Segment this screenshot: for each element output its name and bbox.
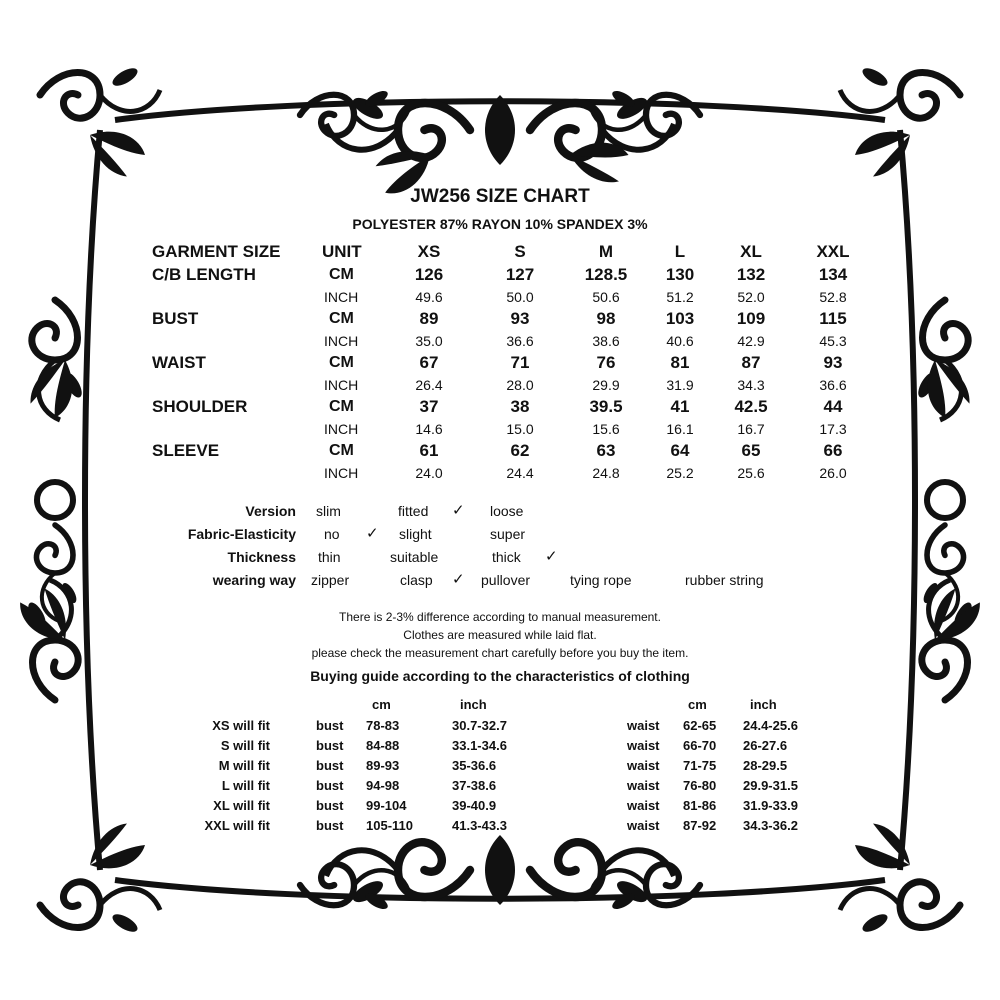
inch-value: 26.4	[415, 377, 443, 393]
cm-value: 76	[596, 353, 616, 372]
unit-cm: CM	[329, 310, 354, 327]
guide-bust-inch: 35-36.6	[452, 758, 497, 773]
cm-value: 126	[414, 265, 444, 284]
inch-value: 14.6	[415, 421, 443, 437]
guide-cm-header-waist: cm	[688, 697, 707, 712]
guide-inch-header-waist: inch	[750, 697, 777, 712]
fabric-composition: POLYESTER 87% RAYON 10% SPANDEX 3%	[352, 216, 648, 232]
measure-label: SHOULDER	[152, 397, 248, 416]
unit-inch: INCH	[324, 333, 359, 349]
inch-value: 24.8	[592, 465, 620, 481]
inch-value: 50.0	[506, 289, 534, 305]
cm-value: 65	[741, 441, 761, 460]
guide-bust-cm: 105-110	[366, 818, 413, 833]
cm-value: 132	[736, 265, 766, 284]
guide-inch-header: inch	[460, 697, 487, 712]
unit-inch: INCH	[324, 421, 359, 437]
guide-waist-cm: 71-75	[683, 758, 717, 773]
measurement-note-1: There is 2-3% difference according to manual measurement.	[339, 610, 661, 624]
inch-value: 52.8	[819, 289, 847, 305]
measure-label: WAIST	[152, 353, 206, 372]
size-header-s: S	[514, 242, 526, 261]
cm-value: 93	[823, 353, 843, 372]
guide-bust-cm: 99-104	[366, 798, 407, 813]
buying-guide-title: Buying guide according to the characteristics of clothing	[310, 668, 690, 684]
guide-bust-cm: 84-88	[366, 738, 400, 753]
inch-value: 26.0	[819, 465, 847, 481]
inch-value: 25.6	[737, 465, 765, 481]
guide-waist-inch: 34.3-36.2	[743, 818, 798, 833]
guide-waist-label: waist	[627, 798, 660, 813]
size-header-l: L	[674, 242, 686, 261]
checkmark-icon: ✓	[545, 548, 558, 565]
inch-value: 40.6	[666, 333, 694, 349]
unit-cm: CM	[329, 398, 354, 415]
measure-label: BUST	[152, 309, 199, 328]
inch-value: 31.9	[666, 377, 694, 393]
guide-bust-label: bust	[316, 818, 344, 833]
guide-bust-label: bust	[316, 738, 344, 753]
cm-value: 115	[819, 309, 847, 328]
chart-title: JW256 SIZE CHART	[410, 186, 590, 207]
inch-value: 35.0	[415, 333, 443, 349]
guide-size-label: M will fit	[218, 758, 270, 773]
guide-bust-label: bust	[316, 798, 344, 813]
unit-inch: INCH	[324, 289, 359, 305]
inch-value: 28.0	[506, 377, 534, 393]
guide-waist-inch: 31.9-33.9	[743, 798, 798, 813]
cm-value: 87	[741, 353, 761, 372]
cm-value: 93	[510, 309, 530, 328]
guide-size-label: XXL will fit	[204, 818, 270, 833]
thickness-option-thin: thin	[318, 549, 341, 565]
guide-waist-cm: 66-70	[683, 738, 717, 753]
cm-value: 62	[510, 441, 530, 460]
inch-value: 15.6	[592, 421, 620, 437]
inch-value: 29.9	[592, 377, 620, 393]
guide-waist-inch: 24.4-25.6	[743, 718, 798, 733]
guide-waist-label: waist	[627, 758, 660, 773]
guide-waist-label: waist	[627, 738, 660, 753]
inch-value: 36.6	[506, 333, 534, 349]
unit-cm: CM	[329, 266, 354, 283]
inch-value: 25.2	[666, 465, 694, 481]
inch-value: 17.3	[819, 421, 847, 437]
cm-value: 67	[419, 353, 439, 372]
inch-value: 16.7	[737, 421, 765, 437]
cm-value: 71	[510, 353, 530, 372]
wearing-option-pullover: pullover	[481, 572, 531, 588]
inch-value: 49.6	[415, 289, 443, 305]
version-option-slim: slim	[316, 503, 341, 519]
inch-value: 51.2	[666, 289, 694, 305]
guide-waist-label: waist	[627, 818, 660, 833]
unit-cm: CM	[329, 442, 354, 459]
measurement-note-3: please check the measurement chart carefully before you buy the item.	[311, 646, 689, 660]
guide-bust-inch: 30.7-32.7	[452, 718, 507, 733]
guide-size-label: S will fit	[220, 738, 270, 753]
cm-value: 44	[823, 397, 843, 416]
thickness-option-thick: thick	[492, 549, 521, 565]
inch-value: 45.3	[819, 333, 847, 349]
wearing-option-clasp: clasp	[400, 572, 433, 588]
size-header-xxl: XXL	[816, 242, 850, 261]
cm-value: 103	[665, 309, 695, 328]
guide-bust-label: bust	[316, 718, 344, 733]
checkmark-icon: ✓	[366, 525, 379, 542]
cm-value: 128.5	[584, 265, 628, 284]
inch-value: 24.4	[506, 465, 534, 481]
guide-waist-cm: 76-80	[683, 778, 717, 793]
cm-value: 61	[419, 441, 439, 460]
inch-value: 36.6	[819, 377, 847, 393]
garment-size-header: GARMENT SIZE	[152, 242, 281, 261]
wearing-option-tying-rope: tying rope	[570, 572, 632, 588]
elasticity-label: Fabric-Elasticity	[187, 526, 296, 542]
unit-inch: INCH	[324, 377, 359, 393]
guide-waist-inch: 29.9-31.5	[743, 778, 798, 793]
checkmark-icon: ✓	[452, 571, 465, 588]
guide-size-label: XL will fit	[213, 798, 270, 813]
guide-bust-inch: 33.1-34.6	[452, 738, 507, 753]
wearing-option-rubber-string: rubber string	[685, 572, 764, 588]
size-header-xl: XL	[740, 242, 762, 261]
elasticity-option-super: super	[490, 526, 526, 542]
inch-value: 24.0	[415, 465, 443, 481]
version-label: Version	[245, 503, 296, 519]
checkmark-icon: ✓	[452, 502, 465, 519]
inch-value: 52.0	[737, 289, 765, 305]
guide-cm-header: cm	[372, 697, 391, 712]
guide-size-label: L will fit	[221, 778, 270, 793]
measure-label: SLEEVE	[152, 441, 220, 460]
thickness-option-suitable: suitable	[390, 549, 439, 565]
cm-value: 89	[419, 309, 439, 328]
guide-bust-cm: 89-93	[366, 758, 400, 773]
guide-bust-inch: 41.3-43.3	[452, 818, 507, 833]
guide-bust-inch: 37-38.6	[452, 778, 497, 793]
unit-cm: CM	[329, 354, 354, 371]
guide-bust-label: bust	[316, 778, 344, 793]
cm-value: 37	[419, 397, 439, 416]
version-option-loose: loose	[490, 503, 524, 519]
guide-size-label: XS will fit	[212, 718, 270, 733]
size-header-xs: XS	[417, 242, 441, 261]
cm-value: 130	[665, 265, 695, 284]
inch-value: 42.9	[737, 333, 765, 349]
cm-value: 39.5	[589, 397, 623, 416]
cm-value: 109	[736, 309, 766, 328]
elasticity-option-no: no	[324, 526, 340, 542]
measure-label: C/B LENGTH	[152, 265, 256, 284]
inch-value: 38.6	[592, 333, 620, 349]
guide-waist-cm: 62-65	[683, 718, 717, 733]
elasticity-option-slight: slight	[399, 526, 432, 542]
guide-bust-cm: 78-83	[366, 718, 400, 733]
cm-value: 66	[823, 441, 843, 460]
guide-waist-inch: 26-27.6	[743, 738, 788, 753]
cm-value: 42.5	[734, 397, 768, 416]
version-option-fitted: fitted	[398, 503, 429, 519]
cm-value: 134	[818, 265, 848, 284]
cm-value: 41	[670, 397, 690, 416]
guide-waist-label: waist	[627, 778, 660, 793]
cm-value: 81	[670, 353, 690, 372]
thickness-label: Thickness	[227, 549, 296, 565]
guide-waist-cm: 81-86	[683, 798, 717, 813]
guide-waist-inch: 28-29.5	[743, 758, 788, 773]
cm-value: 64	[670, 441, 690, 460]
unit-inch: INCH	[324, 465, 359, 481]
cm-value: 98	[596, 309, 616, 328]
guide-waist-label: waist	[627, 718, 660, 733]
guide-waist-cm: 87-92	[683, 818, 717, 833]
cm-value: 127	[505, 265, 535, 284]
wearing-option-zipper: zipper	[311, 572, 350, 588]
inch-value: 15.0	[506, 421, 534, 437]
wearing-way-label: wearing way	[212, 572, 296, 588]
inch-value: 16.1	[666, 421, 694, 437]
measurement-note-2: Clothes are measured while laid flat.	[403, 628, 597, 642]
guide-bust-cm: 94-98	[366, 778, 400, 793]
guide-bust-inch: 39-40.9	[452, 798, 497, 813]
size-header-m: M	[598, 242, 614, 261]
inch-value: 50.6	[592, 289, 620, 305]
inch-value: 34.3	[737, 377, 765, 393]
cm-value: 38	[510, 397, 530, 416]
unit-header: UNIT	[322, 242, 362, 261]
guide-bust-label: bust	[316, 758, 344, 773]
cm-value: 63	[596, 441, 616, 460]
